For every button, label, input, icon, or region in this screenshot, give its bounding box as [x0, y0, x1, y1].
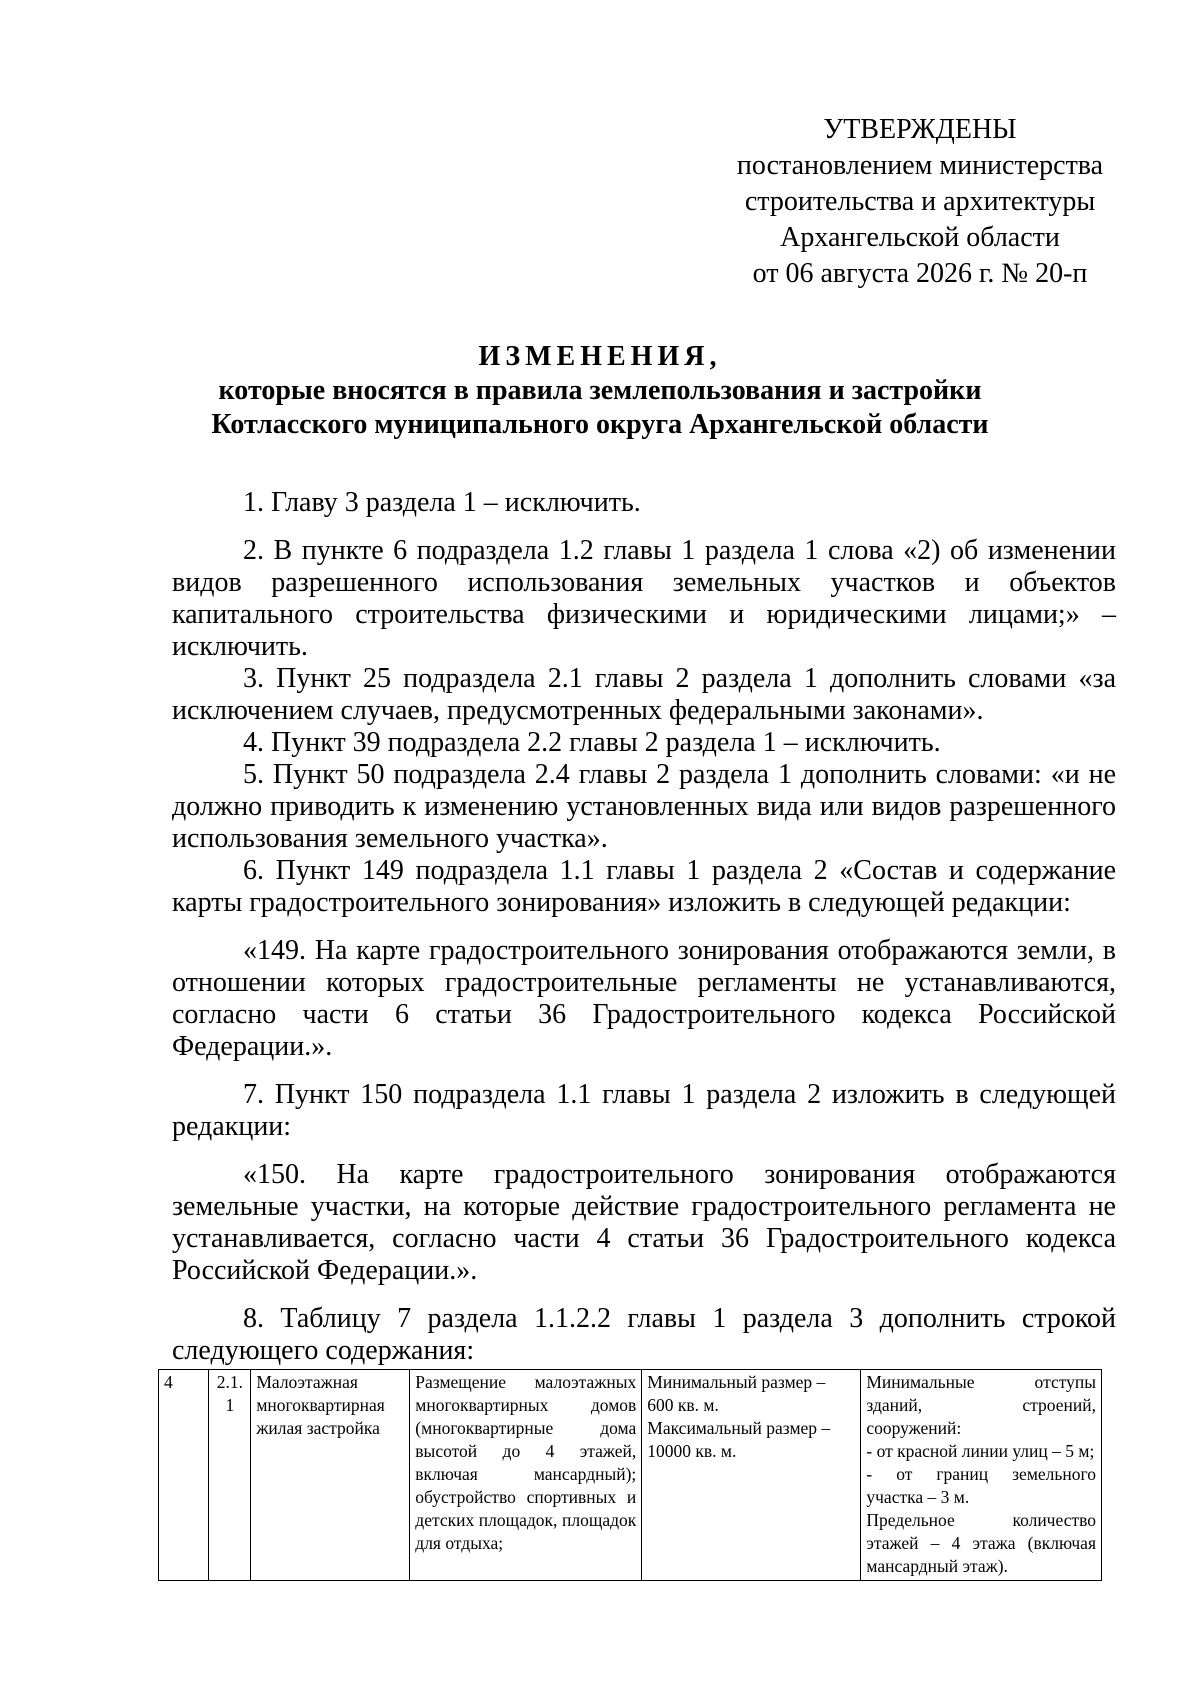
zoning-table [158, 1369, 1102, 1581]
item-5: 5. Пункт 50 подраздела 2.4 главы 2 раздела 1 дополнить словами: «и не должно приводить к изменению установленных вида или видов разрешенного использования земельного участка». [172, 759, 1116, 854]
cell-code: 2.1. 1 [209, 1370, 251, 1581]
cell-params: Минимальные отступы зданий, строений, сооружений: - от красной линии улиц – 5 м; - от границ земельного участка – 3 м. Предельное количество этажей – 4 этажа (включая мансардный этаж). [861, 1370, 1102, 1581]
approval-line-1: УТВЕРЖДЕНЫ [823, 114, 1017, 145]
item-6: 6. Пункт 149 подраздела 1.1 главы 1 раздела 2 «Состав и содержание карты градостроительного зонирования» изложить в следующей редакции: [172, 855, 1116, 918]
title-heading: ИЗМЕНЕНИЯ, [478, 341, 722, 372]
title-line-3: Котласского муниципального округа Архангельской области [211, 409, 989, 440]
approval-line-4: Архангельской области [780, 222, 1060, 253]
approval-line-3: строительства и архитектуры [744, 186, 1096, 217]
cell-size: Минимальный размер – 600 кв. м. Максимальный размер – 10000 кв. м. [642, 1370, 861, 1581]
item-4: 4. Пункт 39 подраздела 2.2 главы 2 раздела 1 – исключить. [243, 727, 941, 758]
cell-num: 4 [159, 1370, 209, 1581]
item-7: 7. Пункт 150 подраздела 1.1 главы 1 раздела 2 изложить в следующей редакции: [172, 1079, 1116, 1142]
document-title [150, 340, 1050, 442]
item-2: 2. В пункте 6 подраздела 1.2 главы 1 раздела 1 слова «2) об изменении видов разрешенного использования земельных участков и объектов капитального строительства физическими и юридическими лицами;» – исключить. [172, 535, 1116, 662]
item-7-quote: «150. На карте градостроительного зонирования отображаются земельные участки, на которые действие градостроительного регламента не устанавливается, согласно части 4 статьи 36 Градостроительного кодекса Российской Федерации.». [172, 1159, 1116, 1286]
approval-line-2: постановлением министерства [736, 150, 1104, 181]
approval-stamp [690, 112, 1150, 292]
cell-description: Размещение малоэтажных многоквартирных домов (многоквартирные дома высотой до 4 этажей, включая мансардный); обустройство спортивных и детских площадок, площадок для отдыха; [410, 1370, 642, 1581]
item-3: 3. Пункт 25 подраздела 2.1 главы 2 раздела 1 дополнить словами «за исключением случаев, предусмотренных федеральными законами». [172, 663, 1116, 726]
item-8: 8. Таблицу 7 раздела 1.1.2.2 главы 1 раздела 3 дополнить строкой следующего содержания: [172, 1303, 1116, 1366]
approval-line-5: от 06 августа 2026 г. № 20-п [752, 258, 1088, 289]
title-line-2: которые вносятся в правила землепользования и застройки [218, 375, 982, 406]
document-body [172, 487, 1116, 1367]
item-1: 1. Главу 3 раздела 1 – исключить. [243, 487, 641, 518]
cell-name: Малоэтажная многоквартирная жилая застройка [251, 1370, 410, 1581]
table-row [159, 1370, 1102, 1581]
item-6-quote: «149. На карте градостроительного зонирования отображаются земли, в отношении которых градостроительные регламенты не устанавливаются, согласно части 6 статьи 36 Градостроительного кодекса Российской Федерации.». [172, 935, 1116, 1062]
